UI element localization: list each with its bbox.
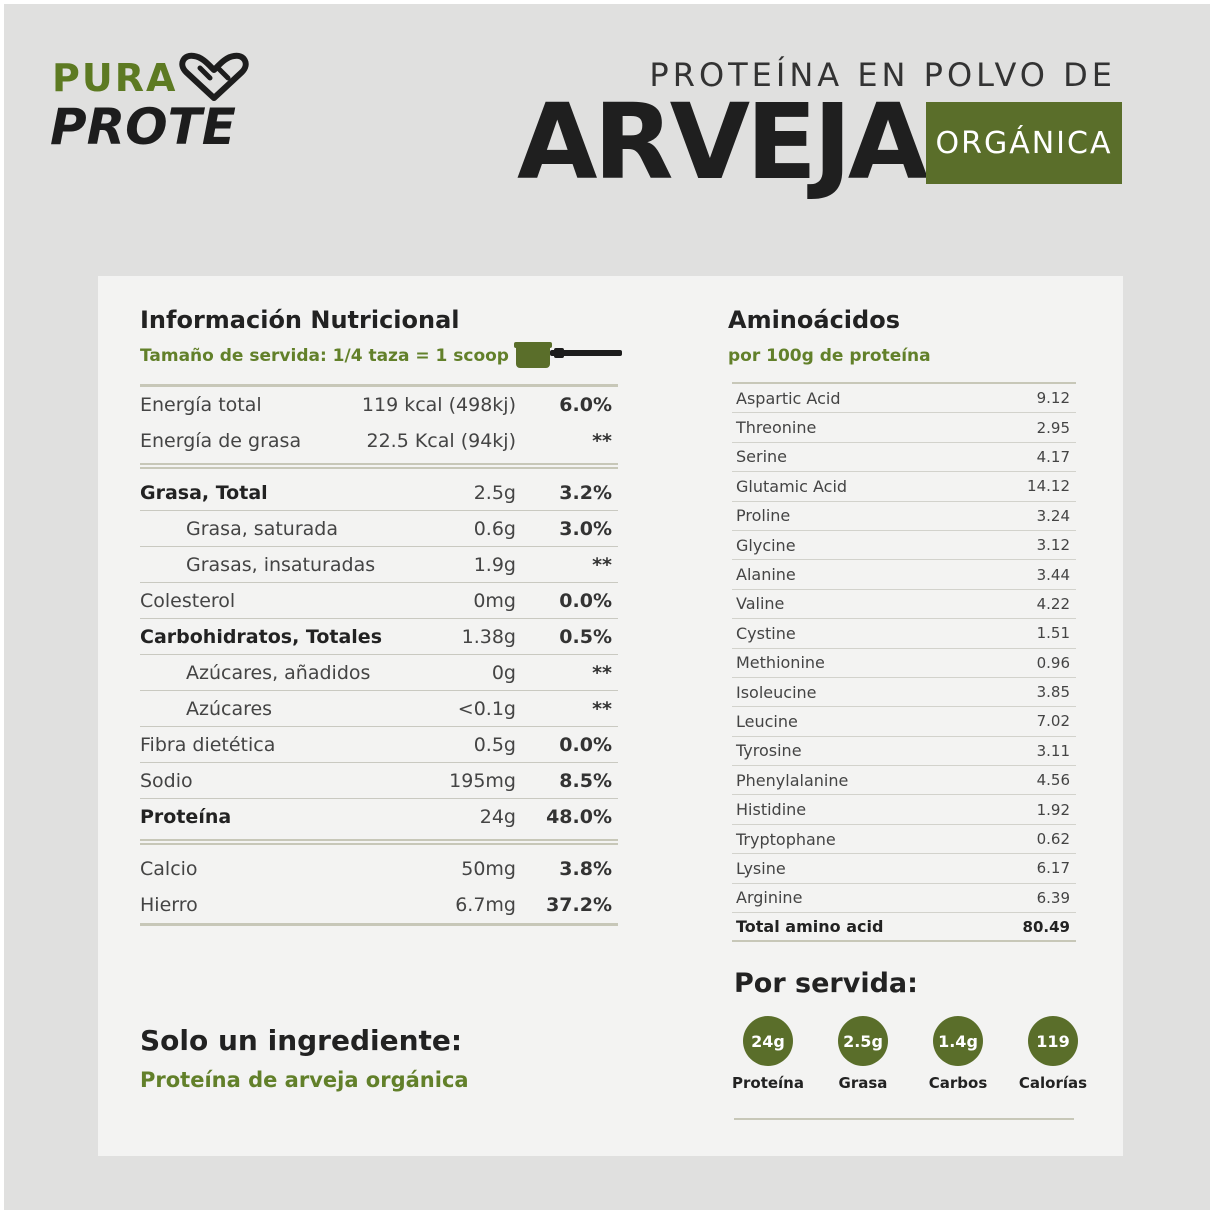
nutrient-amount: 22.5 Kcal (94kj) [366,430,516,452]
nutrient-amount: 1.38g [461,626,516,648]
organic-badge: ORGÁNICA [926,102,1122,184]
nutrient-percent: ** [592,430,612,452]
amino-value: 6.17 [1036,859,1070,878]
amino-row [732,795,1076,824]
amino-value: 7.02 [1036,712,1070,731]
amino-value: 3.85 [1036,683,1070,702]
nutrient-row [140,851,618,887]
nutrient-percent: 8.5% [559,770,612,792]
ingredient-title: Solo un ingrediente: [140,1024,463,1057]
amino-row [732,590,1076,619]
per-serving-divider [734,1118,1074,1120]
serving-size: Tamaño de servida: 1/4 taza = 1 scoop [140,346,509,366]
nutrient-row [140,799,618,835]
amino-value: 1.51 [1036,624,1070,643]
amino-table [732,382,1076,942]
table-divider [140,839,618,845]
nutrient-amount: 50mg [461,858,516,880]
amino-total-value: 80.49 [1022,917,1070,936]
amino-row [732,443,1076,472]
amino-name: Glutamic Acid [736,476,848,496]
nutrient-amount: <0.1g [457,698,516,720]
nutrient-label: Grasas, insaturadas [186,554,376,576]
nutrient-label: Carbohidratos, Totales [140,626,382,648]
amino-value: 4.22 [1036,594,1070,613]
amino-name: Aspartic Acid [736,388,841,408]
nutrient-label: Sodio [140,770,193,792]
amino-total-row [732,913,1076,942]
product-subtitle: PROTEÍNA EN POLVO DE [649,56,1116,94]
per-serving-label: Carbos [928,1074,988,1092]
nutrient-percent: ** [592,698,612,720]
nutrients-group [140,475,618,835]
per-serving-item [1005,1016,1101,1092]
amino-row [732,502,1076,531]
nutrient-percent: 3.2% [559,482,612,504]
minerals-group [140,851,618,923]
amino-row [732,737,1076,766]
amino-value: 3.24 [1036,506,1070,525]
per-serving-circle: 1.4g [933,1016,983,1066]
nutrient-row [140,547,618,583]
nutrient-row [140,423,618,459]
amino-value: 4.56 [1036,771,1070,790]
amino-name: Threonine [736,418,817,438]
amino-rows [732,384,1076,913]
heart-logo-icon [176,52,252,102]
amino-value: 3.12 [1036,536,1070,555]
amino-name: Proline [736,506,791,526]
nutrient-percent: 3.8% [559,858,612,880]
per-serving-label: Grasa [838,1074,888,1092]
amino-value: 2.95 [1036,418,1070,437]
per-serving-item [910,1016,1006,1092]
nutrient-row [140,763,618,799]
table-divider [140,463,618,469]
per-serving-circle: 24g [743,1016,793,1066]
amino-row [732,560,1076,589]
amino-row [732,884,1076,913]
per-serving-label: Proteína [732,1074,804,1092]
nutrition-title: Información Nutricional [140,306,460,334]
amino-name: Phenylalanine [736,770,849,790]
nutrition-table [140,384,618,926]
amino-row [732,384,1076,413]
nutrient-row [140,887,618,923]
nutrient-percent: 3.0% [559,518,612,540]
nutrient-amount: 24g [479,806,516,828]
amino-value: 14.12 [1027,477,1070,496]
amino-row [732,854,1076,883]
ingredient-value: Proteína de arveja orgánica [140,1068,469,1092]
page-background [4,4,1210,1210]
nutrient-row [140,475,618,511]
nutrient-row [140,619,618,655]
logo-line2: PROTE [50,98,236,156]
nutrient-label: Hierro [140,894,198,916]
brand-logo [50,48,260,158]
nutrient-label: Azúcares, añadidos [186,662,371,684]
per-serving-item [815,1016,911,1092]
energy-group [140,387,618,459]
nutrient-amount: 0.5g [473,734,516,756]
amino-name: Arginine [736,888,803,908]
per-serving-items [720,1016,1090,1092]
amino-name: Tyrosine [736,741,802,761]
amino-name: Histidine [736,800,807,820]
nutrient-percent: 48.0% [546,806,612,828]
amino-row [732,531,1076,560]
amino-value: 6.39 [1036,888,1070,907]
nutrient-amount: 0mg [473,590,516,612]
amino-value: 0.96 [1036,653,1070,672]
nutrient-amount: 119 kcal (498kj) [361,394,516,416]
amino-row [732,825,1076,854]
product-title: ARVEJA [517,81,925,203]
nutrient-amount: 6.7mg [455,894,516,916]
amino-row [732,619,1076,648]
nutrient-label: Colesterol [140,590,236,612]
nutrient-amount: 1.9g [473,554,516,576]
amino-value: 4.17 [1036,447,1070,466]
nutrient-percent: 0.0% [559,734,612,756]
nutrient-row [140,387,618,423]
nutrient-label: Calcio [140,858,198,880]
per-serving-circle: 2.5g [838,1016,888,1066]
amino-name: Glycine [736,535,796,555]
amino-name: Isoleucine [736,682,817,702]
amino-row [732,472,1076,501]
nutrient-label: Grasa, Total [140,482,268,504]
nutrient-percent: ** [592,662,612,684]
per-serving-item [720,1016,816,1092]
nutrient-amount: 0g [491,662,516,684]
per-serving-label: Calorías [1018,1074,1088,1092]
amino-value: 9.12 [1036,389,1070,408]
nutrient-amount: 0.6g [473,518,516,540]
nutrient-row [140,511,618,547]
table-divider [140,923,618,926]
amino-row [732,413,1076,442]
nutrient-percent: 37.2% [546,894,612,916]
nutrient-amount: 2.5g [473,482,516,504]
amino-row [732,678,1076,707]
scoop-icon [514,338,624,372]
amino-row [732,707,1076,736]
nutrient-row [140,691,618,727]
nutrient-label: Energía de grasa [140,430,302,452]
amino-row [732,766,1076,795]
amino-value: 3.44 [1036,565,1070,584]
amino-row [732,649,1076,678]
amino-name: Serine [736,447,788,467]
nutrient-amount: 195mg [449,770,516,792]
nutrient-percent: 0.5% [559,626,612,648]
per-serving-circle: 119 [1028,1016,1078,1066]
per-serving-title: Por servida: [734,968,918,999]
info-card [98,276,1123,1156]
nutrient-row [140,583,618,619]
amino-value: 0.62 [1036,830,1070,849]
nutrient-label: Fibra dietética [140,734,276,756]
amino-name: Tryptophane [736,829,836,849]
amino-name: Alanine [736,565,796,585]
amino-name: Methionine [736,653,825,673]
amino-name: Cystine [736,623,796,643]
nutrient-row [140,655,618,691]
amino-name: Leucine [736,711,798,731]
nutrient-percent: ** [592,554,612,576]
nutrient-label: Grasa, saturada [186,518,338,540]
amino-value: 1.92 [1036,800,1070,819]
amino-name: Lysine [736,858,786,878]
amino-subtitle: por 100g de proteína [728,346,931,366]
amino-value: 3.11 [1036,741,1070,760]
amino-total-label: Total amino acid [736,917,884,937]
nutrient-label: Energía total [140,394,262,416]
nutrient-percent: 0.0% [559,590,612,612]
nutrient-label: Azúcares [186,698,273,720]
amino-title: Aminoácidos [728,306,900,334]
amino-name: Valine [736,594,785,614]
nutrient-percent: 6.0% [559,394,612,416]
logo-line1: PURA [52,56,178,100]
nutrient-label: Proteína [140,806,232,828]
nutrient-row [140,727,618,763]
